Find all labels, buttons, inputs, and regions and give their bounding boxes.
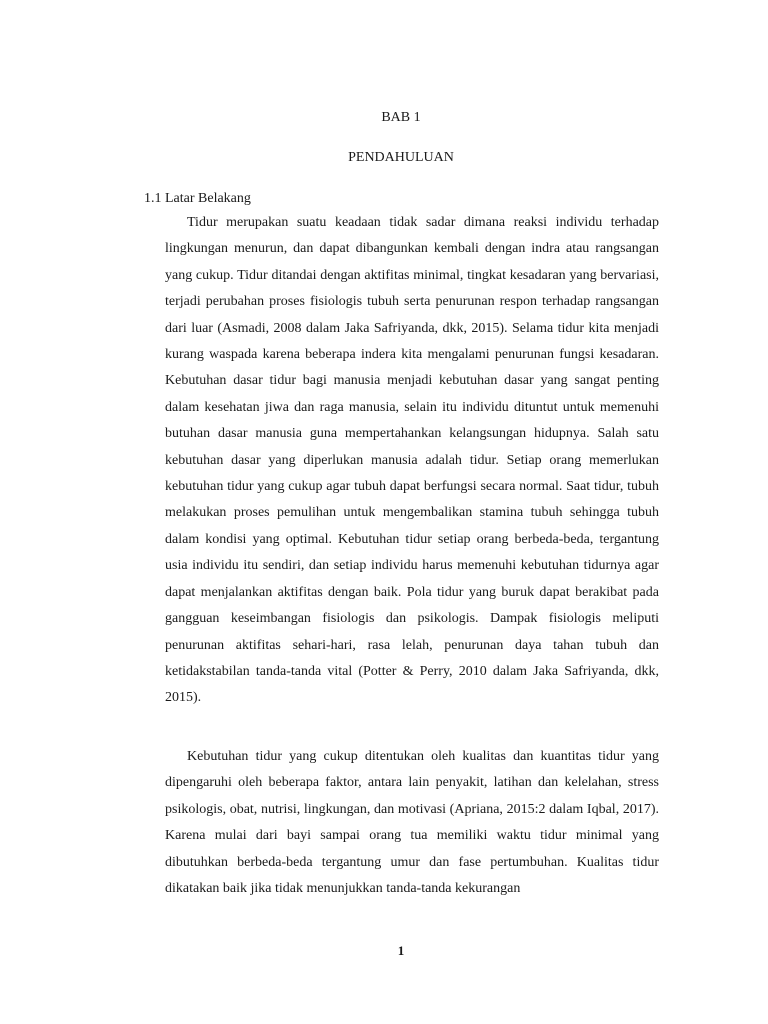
page-number: 1: [397, 943, 405, 958]
body-paragraph: Kebutuhan tidur yang cukup ditentukan oleh kualitas dan kuantitas tidur yang dipengaruhi oleh beberapa faktor, antara lain penyakit, latihan dan kelelahan, stress psikologis, obat, nutrisi, lingkungan, dan motivasi (Apriana, 2015:2 dalam Iqbal, 2017). Karena mulai dari bayi sampai orang tua memiliki waktu tidur minimal yang dibutuhkan berbeda-beda tergantung umur dan fase pertumbuhan. Kualitas tidur dikatakan baik jika tidak menunjukkan tanda-tanda kekurangan: [165, 749, 659, 897]
chapter-number: BAB 1: [381, 110, 421, 125]
body-paragraph: Tidur merupakan suatu keadaan tidak sadar dimana reaksi individu terhadap lingkungan menurun, dan dapat dibangunkan kembali dengan indra atau rangsangan yang cukup. Tidur ditandai dengan aktifitas minimal, tingkat kesadaran yang bervariasi, terjadi perubahan proses fisiologis tubuh serta penurunan respon terhadap rangsangan dari luar (Asmadi, 2008 dalam Jaka Safriyanda, dkk, 2015). Selama tidur kita menjadi kurang waspada karena beberapa indera kita mengalami penurunan fungsi kesadaran. Kebutuhan dasar tidur bagi manusia menjadi kebutuhan dasar yang sangat penting dalam kesehatan jiwa dan raga manusia, selain itu individu dituntut untuk memenuhi butuhan dasar manusia guna mempertahankan kelangsungan hidupnya. Salah satu kebutuhan dasar yang diperlukan manusia adalah tidur. Setiap orang memerlukan kebutuhan tidur yang cukup agar tubuh dapat berfungsi secara normal. Saat tidur, tubuh melakukan proses pemulihan untuk mengembalikan stamina tubuh sehingga tubuh dalam kondisi yang optimal. Kebutuhan tidur setiap orang berbeda-beda, tergantung usia individu itu sendiri, dan setiap individu harus memenuhi kebutuhan tidurnya agar dapat menjalankan aktifitas dengan baik. Pola tidur yang buruk dapat berakibat pada gangguan keseimbangan fisiologis dan psikologis. Dampak fisiologis meliputi penurunan aktifitas sehari-hari, rasa lelah, penurunan daya tahan tubuh dan ketidakstabilan tanda-tanda vital (Potter & Perry, 2010 dalam Jaka Safriyanda, dkk, 2015).: [165, 215, 659, 706]
section-heading: 1.1 Latar Belakang: [144, 191, 251, 206]
chapter-title: PENDAHULUAN: [348, 150, 454, 165]
